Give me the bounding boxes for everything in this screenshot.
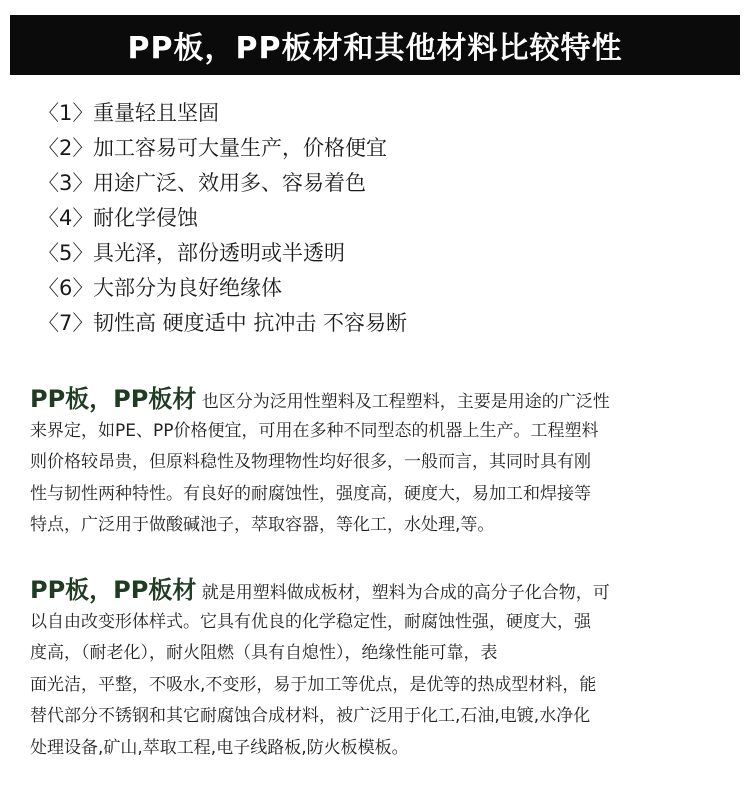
list-item-number: 〈1〉 [38, 101, 94, 125]
title-banner [10, 15, 740, 75]
list-item [38, 96, 718, 131]
paragraph-heading: PP板，PP板材 [30, 385, 197, 413]
list-item [38, 306, 718, 341]
list-item-text: 用途广泛、效用多、容易着色 [93, 171, 366, 195]
list-item-number: 〈5〉 [38, 241, 94, 265]
list-item [38, 271, 718, 306]
description-paragraph-1 [30, 384, 730, 542]
list-item-number: 〈7〉 [38, 311, 94, 335]
paragraph-text: 特点，广泛用于做酸碱池子，萃取容器，等化工，水处理,等。 [30, 515, 495, 535]
list-item [38, 201, 718, 236]
paragraph-text: 处理设备,矿山,萃取工程,电子线路板,防火板模板。 [30, 737, 409, 758]
list-item-text: 加工容易可大量生产，价格便宜 [93, 136, 387, 160]
list-item [38, 166, 718, 201]
list-item-number: 〈6〉 [38, 276, 94, 300]
list-item-text: 大部分为良好绝缘体 [93, 276, 282, 300]
paragraph-text: 来界定，如PE、PP价格便宜，可用在多种不同型态的机器上生产。工程塑料 [30, 420, 599, 441]
paragraph-text: 也区分为泛用性塑料及工程塑料，主要是用途的广泛性 [196, 392, 610, 412]
paragraph-text: 面光洁，平整，不吸水,不变形，易于加工等优点，是优等的热成型材料，能 [30, 674, 597, 695]
paragraph-text: 以自由改变形体样式。它具有优良的化学稳定性，耐腐蚀性强，硬度大，强 [30, 611, 591, 632]
paragraph-text: 度高，（耐老化），耐火阻燃（具有自熄性），绝缘性能可靠，表 [30, 643, 498, 663]
list-item-text: 耐化学侵蚀 [93, 206, 198, 230]
list-item-number: 〈2〉 [38, 136, 94, 160]
list-item [38, 131, 718, 166]
description-paragraph-2 [30, 575, 730, 764]
paragraph-heading: PP板，PP板材 [30, 576, 197, 604]
paragraph-text: 就是用塑料做成板材，塑料为合成的高分子化合物，可 [196, 583, 610, 603]
paragraph-text: 替代部分不锈钢和其它耐腐蚀合成材料，被广泛用于化工,石油,电镀,水净化 [30, 706, 591, 726]
list-item-text: 韧性高 硬度适中 抗冲击 不容易断 [93, 311, 408, 335]
list-item-text: 重量轻且坚固 [93, 101, 219, 125]
list-item-number: 〈3〉 [38, 171, 94, 195]
list-item-text: 具光泽，部份透明或半透明 [93, 241, 345, 265]
paragraph-text: 性与韧性两种特性。有良好的耐腐蚀性，强度高，硬度大，易加工和焊接等 [30, 483, 591, 504]
feature-list [38, 96, 718, 341]
paragraph-text: 则价格较昂贵，但原料稳性及物理物性均好很多，一般而言，其同时具有刚 [30, 452, 591, 472]
list-item [38, 236, 718, 271]
banner-title: PP板，PP板材和其他材料比较特性 [127, 31, 623, 66]
list-item-number: 〈4〉 [38, 206, 94, 230]
